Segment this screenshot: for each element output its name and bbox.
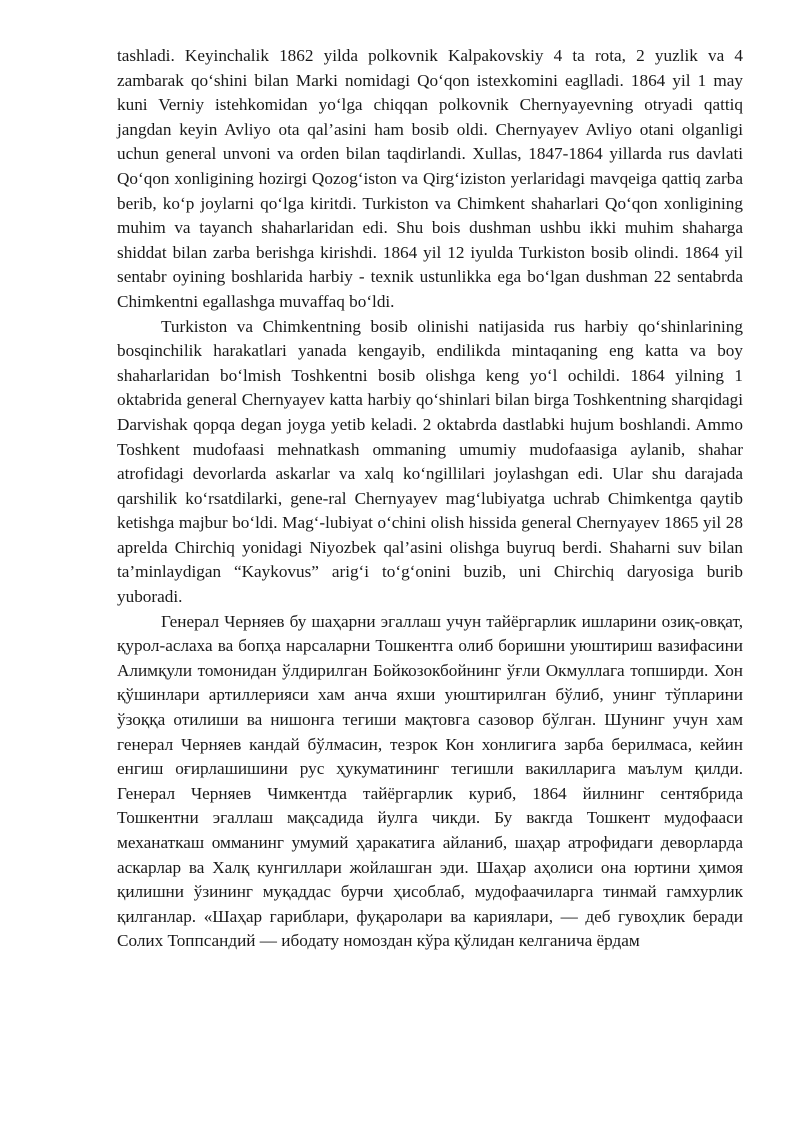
document-page	[117, 44, 743, 954]
paragraph-2: Turkiston va Chimkentning bosib olinishi natijasida rus harbiy qo‘shinlarining bosqinchilik harakatlari yanada kengayib, endilikda mintaqaning eng katta va boy shaharlaridan bo‘lmish Toshkentni bosib olishga keng yo‘l ochildi. 1864 yilning 1 oktabrida general Chernyayev katta harbiy qo‘shinlari bilan birga Toshkentning sharqidagi Darvishak qopqa degan joyga yetib keladi. 2 oktabrda dastlabki hujum boshlandi. Ammo Toshkent mudofaasi mehnatkash ommaning umumiy mudofaasiga aylanib, shahar atrofidagi devorlarda askarlar va xalq ko‘ngillilari joylashgan edi. Ular shu darajada qarshilik ko‘rsatdilarki, gene-ral Chernyayev mag‘lubiyatga uchrab Chimkentga qaytib ketishga majbur bo‘ldi. Mag‘-lubiyat o‘chini olish hissida general Chernyayev 1865 yil 28 aprelda Chirchiq yonidagi Niyozbek qal’asini olishga buyruq berdi. Shaharni suv bilan ta’minlaydigan “Kaykovus” arig‘i to‘g‘onini buzib, uni Chirchiq daryosiga burib yuboradi.	[117, 316, 743, 607]
paragraph-3: Генерал Черняев бу шаҳарни эгаллаш учун тайёргарлик ишларини озиқ-овқат, қурол-аслаха ва бопҳа нарсаларни Тошкентга олиб боришни уюштириш вазифасини Алимқули томонидан ўлдирилган Бойкозокбойнинг ўғли Окмуллага топширди. Хон қўшинлари артиллерияси хам анча яхши уюштирилган бўлиб, унинг тўпларини ўзоққа отилиши ва нишонга тегиши мақтовга сазовор бўлган. Шунинг учун хам генерал Черняев кандай бўлмасин, тезрок Кон хонлигига зарба берилмаса, кейин енгиш оғирлашишини рус ҳукуматининг тегишли вакилларига маълум қилди. Генерал Черняев Чимкентда тайёргарлик куриб, 1864 йилнинг сентябрида Тошкентни эгаллаш мақсадида йулга чикди. Бу вакгда Тошкент мудофааси механаткаш омманинг умумий ҳаракатига айланиб, шаҳар атрофидаги деворларда аскарлар ва Халқ кунгиллари жойлашган эди. Шаҳар аҳолиси она юртини ҳимоя қилишни ўзининг муқаддас бурчи ҳисоблаб, мудофаачиларга тинмай гамхурлик қилганлар. «Шаҳар гариблари, фуқаролари ва кариялари, — деб гувоҳлик беради Солих Топпсандий — ибодату номоздан кўра қўлидан келганича ёрдам	[117, 611, 743, 951]
paragraph-1: tashladi. Keyinchalik 1862 yilda polkovnik Kalpakovskiy 4 ta rota, 2 yuzlik va 4 zambarak qo‘shini bilan Marki nomidagi Qo‘qon istexkomini eaglladi. 1864 yil 1 may kuni Verniy istehkomidan yo‘lga chiqqan polkovnik Chernyayevning otryadi qattiq jangdan keyin Avliyo ota qal’asini ham bosib oldi. Chernyayev Avliyo otani olganligi uchun general unvoni va orden bilan taqdirlandi. Xullas, 1847-1864 yillarda rus davlati Qo‘qon xonligining hozirgi Qozog‘iston va Qirg‘iziston yerlaridagi mavqeiga qattiq zarba berib, ko‘p joylarni qo‘lga kiritdi. Turkiston va Chimkent shaharlari Qo‘qon xonligining muhim va tayanch shaharlaridan edi. Shu bois dushman ushbu ikki muhim shaharga shiddat bilan zarba berishga kirishdi. 1864 yil 12 iyulda Turkiston bosib olindi. 1864 yil sentabr oyining boshlarida harbiy - texnik ustunlikka ega bo‘lgan dushman 22 sentabrda Chimkentni egallashga muvaffaq bo‘ldi.	[117, 46, 743, 311]
